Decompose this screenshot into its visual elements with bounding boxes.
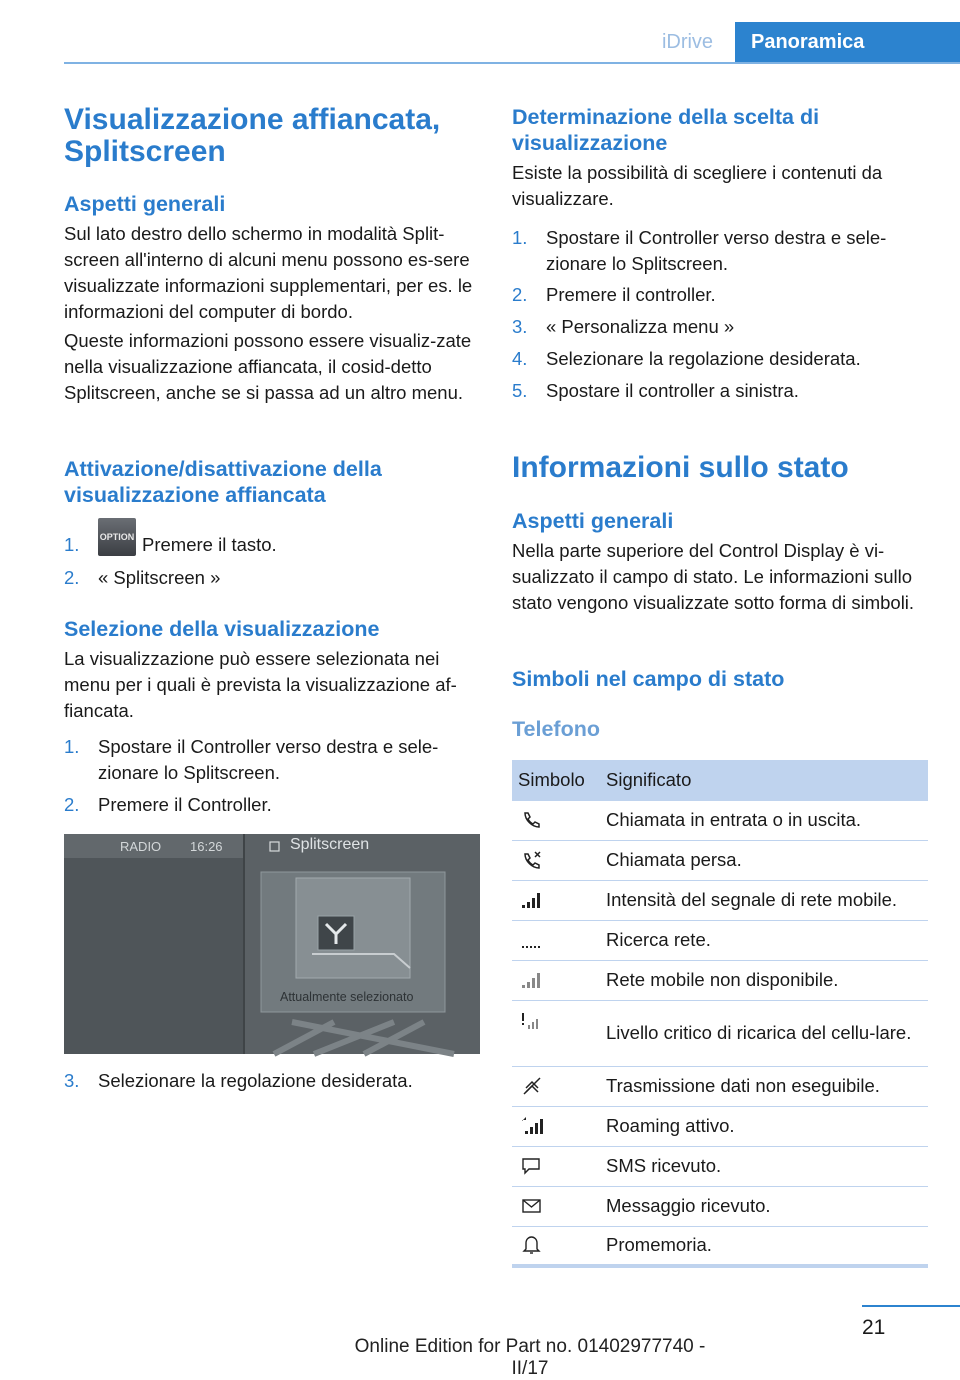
list-item bbox=[64, 734, 484, 786]
list-item bbox=[512, 314, 928, 340]
meaning-cell: Livello critico di ricarica del cellu‐lare. bbox=[600, 1000, 928, 1066]
step-text: Spostare il Controller verso destra e sele‐zionare lo Splitscreen. bbox=[98, 736, 439, 783]
section-heading-symbols: Simboli nel campo di stato bbox=[512, 667, 785, 691]
option-key-icon: OPTION bbox=[98, 518, 142, 558]
table-row bbox=[512, 1106, 928, 1146]
splitscreen-display-photo bbox=[64, 834, 480, 1054]
table-row bbox=[512, 920, 928, 960]
table-row bbox=[512, 1186, 928, 1226]
list-item bbox=[64, 792, 484, 818]
signal-strength-icon bbox=[520, 890, 544, 910]
step-number: 1. bbox=[64, 534, 80, 555]
list-item bbox=[512, 282, 928, 308]
meaning-cell: Messaggio ricevuto. bbox=[600, 1186, 928, 1226]
meaning-cell: Rete mobile non disponibile. bbox=[600, 960, 928, 1000]
table-row bbox=[512, 1146, 928, 1186]
table-row bbox=[512, 1000, 928, 1066]
meaning-cell: Intensità del segnale di rete mobile. bbox=[600, 880, 928, 920]
table-row bbox=[512, 960, 928, 1000]
section-heading-status-general: Aspetti generali bbox=[512, 509, 674, 533]
table-row bbox=[512, 1226, 928, 1266]
step-text: Premere il Controller. bbox=[98, 794, 272, 815]
footer-rule bbox=[862, 1305, 960, 1307]
roaming-icon bbox=[520, 1116, 544, 1136]
table-row bbox=[512, 800, 928, 840]
list-item bbox=[512, 225, 928, 277]
step-text: Spostare il controller a sinistra. bbox=[546, 380, 799, 401]
step-number: 4. bbox=[512, 348, 528, 369]
paragraph-general-2: Queste informazioni possono essere visualiz‐zate nella visualizzazione affiancata, il cosid‐detto Splitscreen, anche se si passa ad un altro menu. bbox=[64, 330, 472, 403]
step-text: Premere il controller. bbox=[546, 284, 716, 305]
step-number: 2. bbox=[64, 567, 80, 588]
sms-icon bbox=[520, 1156, 544, 1176]
phone-call-icon bbox=[520, 810, 544, 830]
missed-call-icon bbox=[520, 850, 544, 870]
step-number: 5. bbox=[512, 380, 528, 401]
meaning-cell: Trasmissione dati non eseguibile. bbox=[600, 1066, 928, 1106]
list-item bbox=[64, 1068, 484, 1094]
meaning-cell: Promemoria. bbox=[600, 1226, 928, 1266]
header-rule bbox=[64, 62, 960, 64]
step-number: 1. bbox=[64, 736, 80, 757]
column-header-meaning: Significato bbox=[600, 760, 928, 800]
no-network-icon bbox=[520, 970, 544, 990]
section-heading-general: Aspetti generali bbox=[64, 192, 226, 216]
display-illustration bbox=[64, 834, 480, 1054]
step-number: 2. bbox=[64, 794, 80, 815]
running-header bbox=[640, 22, 960, 62]
list-item bbox=[64, 532, 484, 558]
screen-selected-label: Attualmente selezionato bbox=[280, 990, 414, 1004]
list-item bbox=[512, 346, 928, 372]
step-text: « Splitscreen » bbox=[98, 567, 221, 588]
meaning-cell: Chiamata persa. bbox=[600, 840, 928, 880]
header-category: iDrive bbox=[661, 31, 714, 53]
meaning-cell: SMS ricevuto. bbox=[600, 1146, 928, 1186]
subheading-telefono: Telefono bbox=[512, 717, 600, 741]
reminder-bell-icon bbox=[520, 1235, 544, 1255]
step-text: Spostare il Controller verso destra e sele‐zionare lo Splitscreen. bbox=[546, 227, 887, 274]
step-text: « Personalizza menu » bbox=[546, 316, 735, 337]
list-item bbox=[64, 565, 484, 591]
screen-radio-label: RADIO bbox=[120, 839, 162, 854]
step-number: 3. bbox=[64, 1070, 80, 1091]
page-title: Visualizzazione affiancata, Splitscreen bbox=[64, 103, 441, 168]
table-row bbox=[512, 840, 928, 880]
table-header-row bbox=[512, 760, 928, 800]
section-title-status: Informazioni sullo stato bbox=[512, 451, 849, 484]
header-section-tab: Panoramica bbox=[735, 22, 960, 62]
edition-footer: Online Edition for Part no. 01402977740 - II/17 bbox=[354, 1336, 706, 1379]
step-number: 2. bbox=[512, 284, 528, 305]
symbol-table bbox=[512, 760, 928, 1268]
table-row bbox=[512, 1066, 928, 1106]
list-item bbox=[512, 378, 928, 404]
screen-splitscreen-title: Splitscreen bbox=[290, 836, 370, 853]
paragraph-choice: Esiste la possibilità di scegliere i contenuti da visualizzare. bbox=[512, 162, 883, 209]
low-battery-icon bbox=[520, 1011, 544, 1031]
step-text: Premere il tasto. bbox=[142, 534, 277, 555]
meaning-cell: Chiamata in entrata o in uscita. bbox=[600, 800, 928, 840]
step-number: 1. bbox=[512, 227, 528, 248]
column-header-symbol: Simbolo bbox=[512, 760, 600, 800]
section-heading-selection: Selezione della visualizzazione bbox=[64, 617, 380, 641]
paragraph-selection: La visualizzazione può essere selezionata nei menu per i quali è prevista la visualizzazione af‐fiancata. bbox=[64, 648, 457, 721]
section-heading-choice: Determinazione della scelta di visualizzazione bbox=[512, 105, 820, 155]
network-search-icon bbox=[520, 930, 544, 950]
email-icon bbox=[520, 1196, 544, 1216]
step-text: Selezionare la regolazione desiderata. bbox=[546, 348, 861, 369]
meaning-cell: Roaming attivo. bbox=[600, 1106, 928, 1146]
page-number: 21 bbox=[862, 1316, 886, 1339]
screen-time: 16:26 bbox=[190, 839, 223, 854]
table-row bbox=[512, 880, 928, 920]
paragraph-general-1: Sul lato destro dello schermo in modalità Split‐screen all'interno di alcuni menu possono es‐sere visualizzate informazioni supplementari, per es. le informazioni del computer di bordo. bbox=[64, 223, 473, 322]
section-heading-toggle: Attivazione/disattivazione della visualizzazione affiancata bbox=[64, 457, 382, 507]
step-number: 3. bbox=[512, 316, 528, 337]
meaning-cell: Ricerca rete. bbox=[600, 920, 928, 960]
step-text: Selezionare la regolazione desiderata. bbox=[98, 1070, 413, 1091]
data-blocked-icon bbox=[520, 1076, 544, 1096]
paragraph-status: Nella parte superiore del Control Display è vi‐sualizzato il campo di stato. Le informazioni sullo stato vengono visualizzate sotto forma di simboli. bbox=[512, 540, 915, 613]
